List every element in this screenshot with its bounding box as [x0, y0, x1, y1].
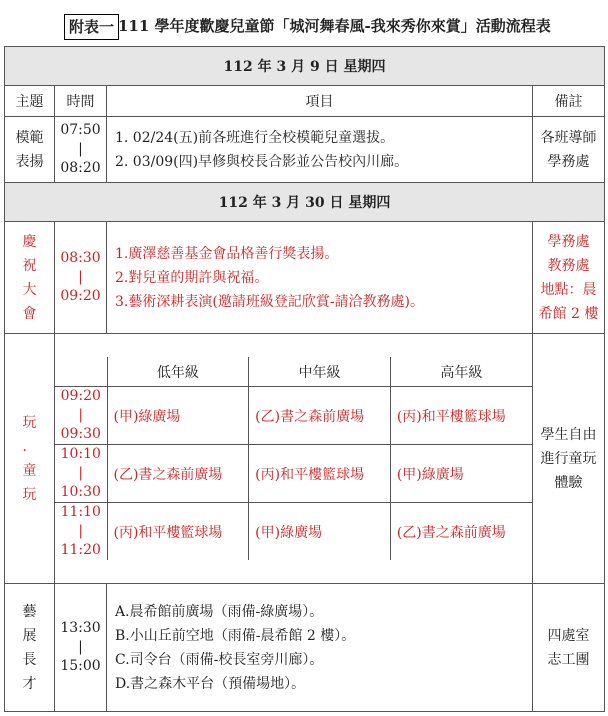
- note-cell: 各班導師 學務處: [533, 117, 605, 183]
- col-time: 時間: [55, 86, 107, 117]
- document-title-row: [0, 12, 608, 42]
- items-cell: 1.廣澤慈善基金會品格善行獎表揚。 2.對兒童的期許與祝福。 3.藝術深耕表演(邀請班級登記欣賞-請洽教務處)。: [107, 222, 533, 334]
- slot-location: (甲)綠廣場: [107, 387, 249, 445]
- items-cell: A.晨希館前廣場（雨備-綠廣場）。 B.小山丘前空地（雨備-晨希館 2 樓）。 C.司令台（雨備-校長室旁川廊）。 D.書之森木平台（預備場地）。: [107, 584, 533, 712]
- grade-low: 低年級: [107, 357, 249, 387]
- note-cell: 學生自由 進行童玩 體驗: [533, 334, 605, 584]
- grade-header-row: [55, 357, 532, 387]
- slot-row: [55, 387, 532, 445]
- slot-time: 10:10 | 10:30: [55, 445, 107, 503]
- slot-location: (甲)綠廣場: [390, 445, 532, 503]
- grade-mid: 中年級: [249, 357, 391, 387]
- theme-cell: 慶 祝 大 會: [5, 222, 55, 334]
- slot-row: [55, 445, 532, 503]
- schedule-table: [4, 46, 605, 712]
- col-theme: 主題: [5, 86, 55, 117]
- note-cell: 學務處 教務處 地點：晨 希館 2 樓: [533, 222, 605, 334]
- column-header-row: [5, 86, 605, 117]
- theme-cell: 模範 表揚: [5, 117, 55, 183]
- note-cell: 四處室 志工團: [533, 584, 605, 712]
- assembly-row: [5, 222, 605, 334]
- slot-location: (丙)和平樓籃球場: [390, 387, 532, 445]
- time-cell: 07:50 | 08:20: [55, 117, 107, 183]
- slot-time: 11:10 | 11:20: [55, 503, 107, 561]
- items-cell: 1. 02/24(五)前各班進行全校模範兒童選拔。 2. 03/09(四)早修與校長合影並公告校內川廊。: [107, 117, 533, 183]
- slot-row: [55, 503, 532, 561]
- theme-cell: 藝 展 長 才: [5, 584, 55, 712]
- slot-location: (乙)書之森前廣場: [390, 503, 532, 561]
- appendix-label: 附表一: [64, 14, 119, 40]
- col-item: 項目: [107, 86, 533, 117]
- slot-location: (甲)綠廣場: [249, 503, 391, 561]
- rotation-table: [55, 357, 532, 561]
- slot-location: (乙)書之森前廣場: [249, 387, 391, 445]
- col-note: 備註: [533, 86, 605, 117]
- slot-time: 09:20 | 09:30: [55, 387, 107, 445]
- time-cell: 08:30 | 09:20: [55, 222, 107, 334]
- time-cell: 13:30 | 15:00: [55, 584, 107, 712]
- document-title: 111 學年度歡慶兒童節「城河舞春風-我來秀你來賞」活動流程表: [118, 17, 551, 35]
- model-student-row: [5, 117, 605, 183]
- day2-date-header: 112 年 3 月 30 日 星期四: [5, 183, 605, 222]
- day1-date-header: 112 年 3 月 9 日 星期四: [5, 47, 605, 86]
- slot-location: (丙)和平樓籃球場: [107, 503, 249, 561]
- slot-location: (丙)和平樓籃球場: [249, 445, 391, 503]
- rotation-cell: [55, 334, 533, 584]
- play-row: [5, 334, 605, 584]
- grade-high: 高年級: [390, 357, 532, 387]
- theme-cell: 玩 ． 童 玩: [5, 334, 55, 584]
- arts-row: [5, 584, 605, 712]
- slot-location: (乙)書之森前廣場: [107, 445, 249, 503]
